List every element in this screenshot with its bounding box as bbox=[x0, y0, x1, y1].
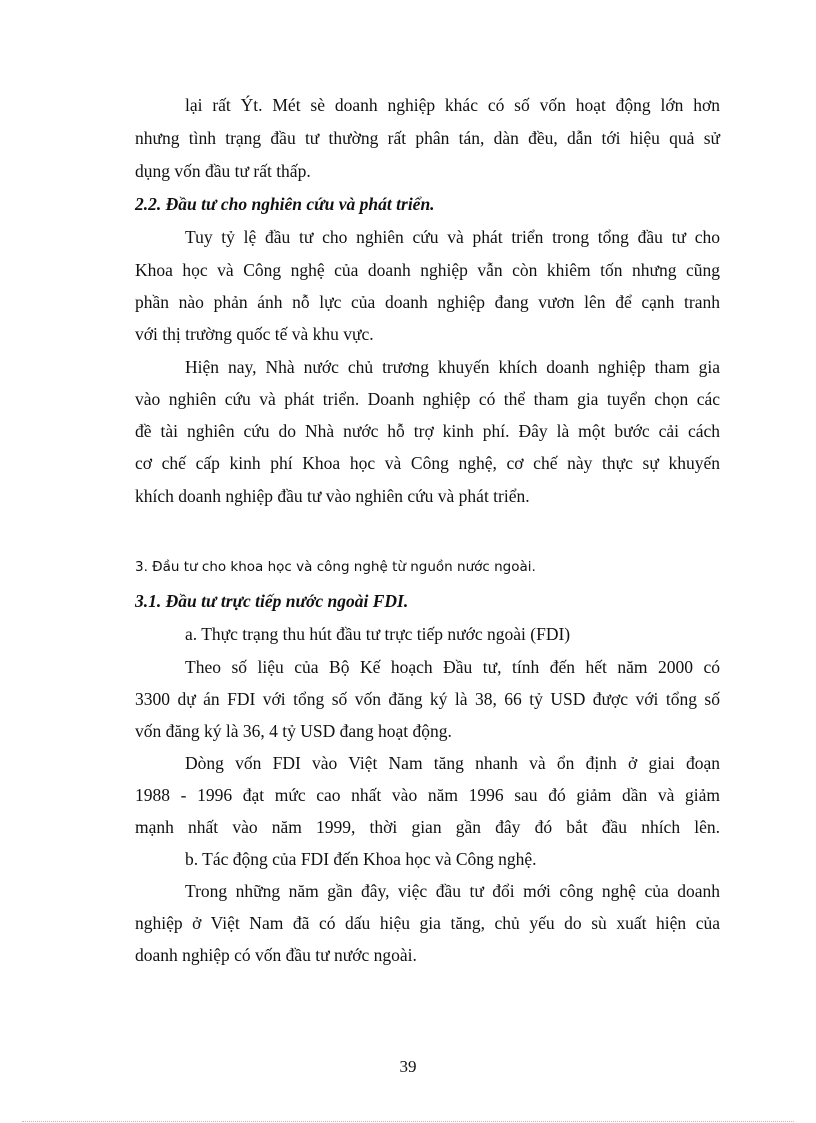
text-line: Theo số liệu của Bộ Kế hoạch Đầu tư, tính đến hết năm 2000 có bbox=[185, 657, 720, 677]
text-line: nghiệp ở Việt Nam đã có dấu hiệu gia tăng, chủ yếu do sù xuất hiện của bbox=[135, 913, 720, 933]
text-line: nhưng tình trạng đầu tư thường rất phân tán, dàn đều, dẫn tới hiệu quả sử bbox=[135, 128, 720, 148]
page-number: 39 bbox=[399, 1057, 417, 1076]
text-line: mạnh nhất vào năm 1999, thời gian gần đây đó bắt đầu nhích lên. bbox=[135, 817, 720, 837]
text-line: dụng vốn đầu tư rất thấp. bbox=[135, 161, 311, 181]
section-heading: 3.1. Đầu tư trực tiếp nước ngoài FDI. bbox=[135, 591, 409, 611]
subheading: a. Thực trạng thu hút đầu tư trực tiếp nước ngoài (FDI) bbox=[185, 624, 571, 644]
text-line: Trong những năm gần đây, việc đầu tư đổi mới công nghệ của doanh bbox=[185, 881, 720, 901]
text-line: Tuy tỷ lệ đầu tư cho nghiên cứu và phát triển trong tổng đầu tư cho bbox=[185, 227, 720, 247]
text-line: phần nào phản ánh nỗ lực của doanh nghiệp đang vươn lên để cạnh tranh bbox=[135, 292, 720, 312]
text-line: cơ chế cấp kinh phí Khoa học và Công nghệ, cơ chế này thực sự khuyến bbox=[135, 453, 720, 473]
text-line: doanh nghiệp có vốn đầu tư nước ngoài. bbox=[135, 945, 417, 965]
section-heading: 3. Đầu tư cho khoa học và công nghệ từ nguồn nước ngoài. bbox=[135, 559, 536, 575]
text-line: Hiện nay, Nhà nước chủ trương khuyến khích doanh nghiệp tham gia bbox=[185, 357, 720, 377]
page-bottom-divider bbox=[22, 1121, 794, 1122]
text-line: đề tài nghiên cứu do Nhà nước hỗ trợ kinh phí. Đây là một bước cải cách bbox=[135, 421, 720, 441]
text-line: vốn đăng ký là 36, 4 tỷ USD đang hoạt động. bbox=[135, 721, 452, 741]
subheading: b. Tác động của FDI đến Khoa học và Công nghệ. bbox=[185, 849, 537, 869]
text-line: lại rất Ýt. Mét sè doanh nghiệp khác có số vốn hoạt động lớn hơn bbox=[185, 95, 720, 115]
text-line: vào nghiên cứu và phát triển. Doanh nghiệp có thể tham gia tuyển chọn các bbox=[135, 389, 720, 409]
text-line: 1988 - 1996 đạt mức cao nhất vào năm 1996 sau đó giảm dần và giảm bbox=[135, 785, 720, 805]
text-line: với thị trường quốc tế và khu vực. bbox=[135, 324, 374, 344]
text-line: 3300 dự án FDI với tổng số vốn đăng ký là 38, 66 tỷ USD được với tổng số bbox=[135, 689, 720, 709]
text-line: Khoa học và Công nghệ của doanh nghiệp vẫn còn khiêm tốn nhưng cũng bbox=[135, 260, 720, 280]
section-heading: 2.2. Đầu tư cho nghiên cứu và phát triển. bbox=[135, 194, 435, 214]
text-line: Dòng vốn FDI vào Việt Nam tăng nhanh và ổn định ở giai đoạn bbox=[185, 753, 720, 773]
text-line: khích doanh nghiệp đầu tư vào nghiên cứu và phát triển. bbox=[135, 486, 530, 506]
